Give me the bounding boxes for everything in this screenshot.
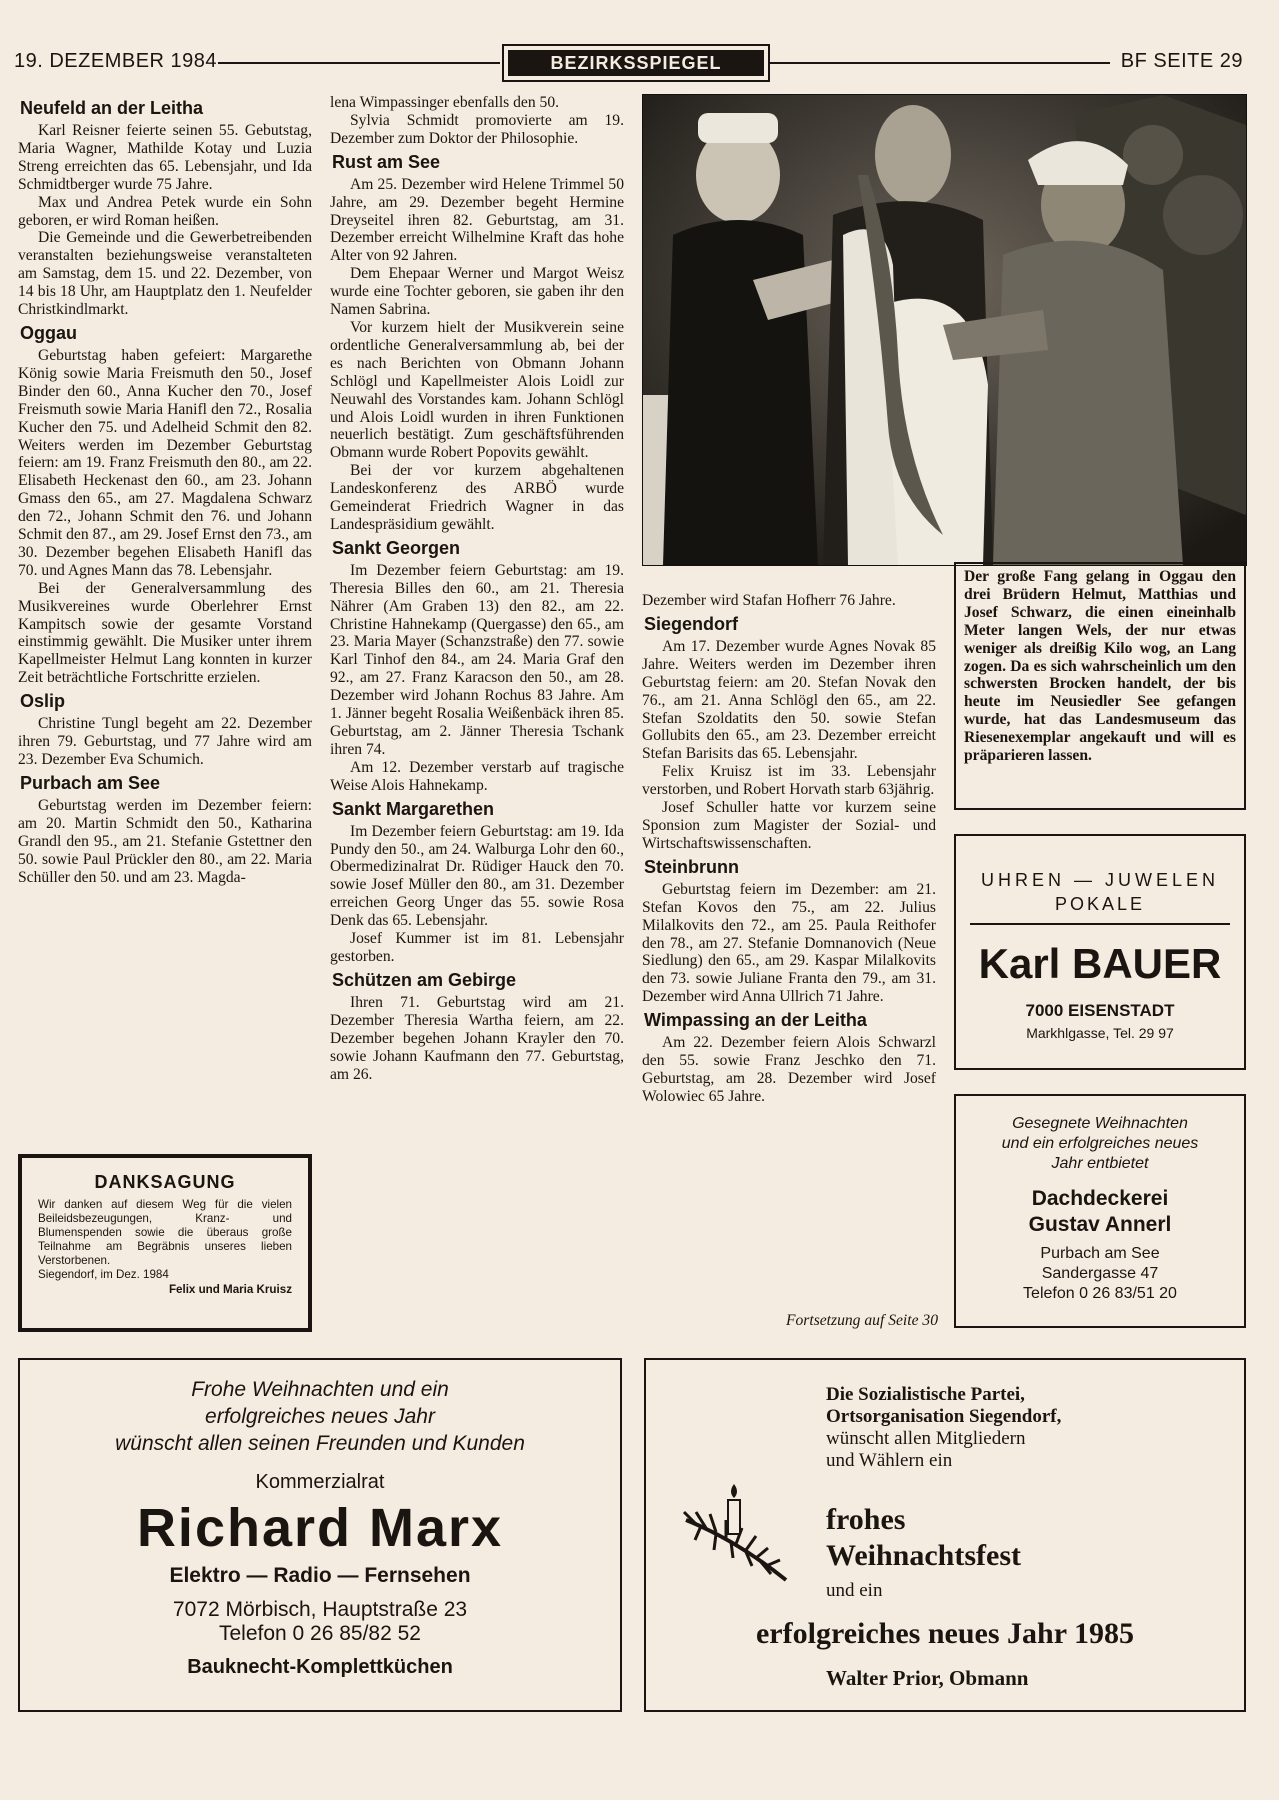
article-paragraph: Bei der Generalversammlung des Musikvereines wurde Oberlehrer Ernst Kampitsch sowie der gesamte Vorstand einstimmig gewählt. Die Musiker unter ihrem Kapellmeister Helmut Lang konnten in kurzer Zeit beträchtliche Fortschritte erzielen. <box>18 579 312 687</box>
article-paragraph: Bei der vor kurzem abgehaltenen Landeskonferenz des ARBÖ wurde Gemeinderat Friedrich Wagner in das Landespräsidium gewählt. <box>330 462 624 533</box>
article-paragraph: Josef Schuller hatte vor kurzem seine Sponsion zum Magister der Sozial- und Wirtschaftswissenschaften. <box>642 799 936 852</box>
article-paragraph: Christine Tungl begeht am 22. Dezember ihren 79. Geburtstag, und 77 Jahre wird am 23. Dezember Eva Schumich. <box>18 715 312 768</box>
photo-fishermen-with-catfish <box>643 95 1246 565</box>
ad-marx-greeting1: Frohe Weihnachten und ein <box>191 1378 449 1401</box>
article-heading: Oggau <box>20 322 77 343</box>
article-paragraph: Ihren 71. Geburtstag wird am 21. Dezember Theresia Wartha feiern, am 22. Dezember begehen Johann Krayler den 70. sowie Johann Kaufmann den 77. Geburtstag, am 26. <box>330 993 624 1083</box>
article-heading: Wimpassing an der Leitha <box>644 1010 867 1031</box>
article-paragraph: Dem Ehepaar Werner und Margot Weisz wurde eine Tochter geboren, sie gaben ihr den Namen Sabrina. <box>330 265 624 319</box>
page-number: BF SEITE 29 <box>1120 50 1243 72</box>
article-paragraph: Max und Andrea Petek wurde ein Sohn geboren, er wird Roman heißen. <box>18 193 312 229</box>
article-heading: Sankt Georgen <box>332 537 461 558</box>
ad-karl-bauer <box>954 834 1246 1070</box>
ad-spoe-wish3: und ein <box>826 1580 883 1601</box>
article-heading: Sankt Margarethen <box>332 798 495 819</box>
ad-annerl-phone: Telefon 0 26 83/51 20 <box>1023 1285 1177 1302</box>
issue-date: 19. DEZEMBER 1984 <box>14 50 218 72</box>
article-heading: Steinbrunn <box>644 856 739 877</box>
photo-caption: Der große Fang gelang in Oggau den drei Brüdern Helmut, Matthias und Josef Schwarz, die einen eineinhalb Meter langen Wels, der nur etwas weniger als dreißig Kilo wog, an Lang zogen. Da es sich wahrscheinlich um den schwersten Brocken handelt, der bis heute im Neusiedler See gefangen wurde, hat das Landesmuseum das Riesenexemplar angekauft und will es präparieren lassen. <box>954 562 1246 810</box>
article-paragraph: Die Gemeinde und die Gewerbetreibenden veranstalten beziehungsweise veranstalteten am Samstag, dem 15. und 22. Dezember, von 14 bis 18 Uhr, am Hauptplatz den 1. Neufelder Christkindlmarkt. <box>18 229 312 319</box>
ad-annerl-name1: Dachdeckerei <box>1031 1187 1169 1210</box>
ad-bauer-rule <box>970 923 1230 925</box>
danksagung-body: Wir danken auf diesem Weg für die vielen Beileidsbezeugungen, Kranz- und Blumenspenden sowie die überaus große Teilnahme am Begräbnis unseres lieben Verstorbenen. <box>38 1198 292 1267</box>
article-heading: Oslip <box>20 691 66 712</box>
section-title: BEZIRKSSPIEGEL <box>508 50 764 76</box>
article-paragraph: Am 12. Dezember verstarb auf tragische Weise Alois Hahnekamp. <box>330 758 624 794</box>
ad-marx-phone: Telefon 0 26 85/82 52 <box>218 1622 421 1645</box>
article-heading: Purbach am See <box>20 772 161 793</box>
danksagung-signature: Felix und Maria Kruisz <box>168 1283 292 1296</box>
news-photo <box>642 94 1247 566</box>
article-paragraph: Dezember wird Stafan Hofherr 76 Jahre. <box>642 592 896 609</box>
article-paragraph: Karl Reisner feierte seinen 55. Gebutstag, Maria Wagner, Mathilde Kotay und Luzia Streng erreichten das 65. Lebensjahr, und Ida Schmidtberger wurde 75 Jahre. <box>18 122 312 193</box>
ad-marx-greeting2: erfolgreiches neues Jahr <box>205 1405 435 1428</box>
ad-bauer-address: Markhlgasse, Tel. 29 97 <box>1026 1025 1174 1041</box>
article-heading: Schützen am Gebirge <box>332 969 517 990</box>
ad-spoe-line2: Ortsorganisation Siegendorf, <box>826 1406 1062 1427</box>
ad-dachdeckerei-annerl <box>954 1094 1246 1328</box>
danksagung-notice <box>18 1154 312 1332</box>
article-heading: Rust am See <box>332 151 441 172</box>
danksagung-title: DANKSAGUNG <box>94 1172 236 1192</box>
article-column-2 <box>330 94 624 1083</box>
article-column-1 <box>18 94 312 886</box>
ad-annerl-greeting2: und ein erfolgreiches neues <box>1001 1135 1199 1152</box>
ad-annerl-name2: Gustav Annerl <box>1028 1213 1172 1236</box>
ad-spoe-signer: Walter Prior, Obmann <box>826 1666 1029 1690</box>
ad-annerl-greeting3: Jahr entbietet <box>1051 1155 1149 1172</box>
ad-marx-address: 7072 Mörbisch, Hauptstraße 23 <box>172 1598 468 1621</box>
danksagung-place-date: Siegendorf, im Dez. 1984 <box>38 1268 169 1281</box>
article-paragraph: lena Wimpassinger ebenfalls den 50. <box>330 94 560 111</box>
ad-marx-greeting3: wünscht allen seinen Freunden und Kunden <box>115 1432 525 1455</box>
candle-fir-branch-icon <box>676 1480 796 1590</box>
article-heading: Siegendorf <box>644 613 739 634</box>
article-paragraph: Am 22. Dezember feiern Alois Schwarzl den 55. sowie Franz Jeschko den 71. Geburtstag, am 28. Dezember wird Josef Wolowiec 65 Jahre. <box>642 1034 936 1105</box>
ad-spoe-line4: und Wählern ein <box>826 1450 953 1471</box>
ad-bauer-name: Karl BAUER <box>978 940 1222 987</box>
article-paragraph: Im Dezember feiern Geburtstag: am 19. Ida Pundy den 50., am 24. Walburga Lohr den 60., Obermedizinalrat Dr. Rüdiger Hauck den 70. sowie Josef Müller den 80., am 31. Dezember erreichen Georg Unger das 55. sowie Rosa Denk das 65. Lebensjahr. <box>330 822 624 930</box>
ad-bauer-line2: POKALE <box>1054 894 1146 914</box>
article-paragraph: Geburtstag haben gefeiert: Margarethe König sowie Maria Freismuth den 50., Josef Binder den 60., Anna Kucher den 70., Josef Freismuth sowie Maria Hanifl den 72., Rosalia Kucher den 75. und Adelheid Schmit den 82. Weiters werden im Dezember Geburtstag feiern: am 19. Franz Freismuth den 80., am 22. Elisabeth Heckenast den 60., am 23. Johann Gmass den 65., am 27. Magdalena Schwarz den 72., Johann Schmit den 76. und Johann Schmit den 87., am 29. Josef Ernst den 73., am 30. Dezember begehen Elisabeth Hanifl das 70. und Agnes Mann das 78. Lebensjahr. <box>18 346 312 579</box>
article-paragraph: Vor kurzem hielt der Musikverein seine ordentliche Generalversammlung ab, bei der es nach Berichten von Obmann Johann Schlögl und Kapellmeister Alois Loidl zur Neuwahl des Vorstandes kam. Johann Schlögl und Alois Loidl wurden in ihren Funktionen neuerlich bestätigt. Zum geschäftsführenden Obmann wurde Robert Popovits gewählt. <box>330 318 624 462</box>
ad-spoe-intro <box>826 1384 1061 1472</box>
article-paragraph: Josef Kummer ist im 81. Lebensjahr gestorben. <box>330 930 624 965</box>
ad-marx-title: Kommerzialrat <box>255 1471 385 1493</box>
ad-spoe-wish1: frohes <box>826 1503 906 1536</box>
ad-annerl-street: Sandergasse 47 <box>1041 1265 1159 1282</box>
ad-spoe-line3: wünscht allen Mitgliedern <box>826 1428 1026 1449</box>
continuation-note: Fortsetzung auf Seite 30 <box>785 1312 938 1329</box>
ad-marx-name: Richard Marx <box>136 1498 504 1558</box>
ad-richard-marx <box>18 1358 622 1712</box>
article-paragraph: Geburtstag werden im Dezember feiern: am 20. Martin Schmidt den 50., Katharina Grandl den 95., am 21. Stefanie Gstettner den 50. sowie Paul Prückler den 80., am 22. Maria Schüller den 50. und am 23. Magda- <box>18 796 312 886</box>
article-column-3 <box>642 592 936 1106</box>
article-paragraph: Im Dezember feiern Geburtstag: am 19. Theresia Billes den 60., am 21. Theresia Nährer (Am Graben 13) den 82., am 22. Christine Hahnekamp (Quergasse) den 65., am 23. Maria Mayer (Schanzstraße) den 77. sowie Karl Tinhof den 84., am 24. Maria Graf den 92., am 27. Franz Karacson den 50., am 28. Dezember wird Johann Rochus 83 Jahre. Am 1. Jänner begeht Rosalia Weißenbäck ihren 85. Geburtstag, am 2. Jänner Theresia Tschank ihren 74. <box>330 561 624 758</box>
ad-spoe-wish2: Weihnachtsfest <box>826 1539 1021 1572</box>
header-rule-right <box>768 62 1110 64</box>
ad-marx-trade: Elektro — Radio — Fernsehen <box>169 1564 471 1587</box>
article-heading: Neufeld an der Leitha <box>20 98 204 118</box>
ad-annerl-city: Purbach am See <box>1040 1245 1160 1262</box>
ad-spoe-line1: Die Sozialistische Partei, <box>826 1384 1025 1405</box>
ad-bauer-city: 7000 EISENSTADT <box>1025 1001 1175 1020</box>
ad-spoe-wish4: erfolgreiches neues Jahr 1985 <box>755 1617 1134 1650</box>
ad-bauer-line1: UHREN — JUWELEN <box>980 870 1219 890</box>
ad-spoe-siegendorf <box>644 1358 1246 1712</box>
article-paragraph: Geburtstag feiern im Dezember: am 21. Stefan Kovos den 75., am 22. Julius Milalkovits den 72., am 25. Paula Reithofer den 78., am 27. Stefanie Domnanovich (Neue Siedlung) den 65., am 29. Kaspar Milalkovits den 73. sowie Juliane Franta den 79., am 31. Dezember wird Anna Ullrich 71 Jahre. <box>642 880 936 1006</box>
article-paragraph: Sylvia Schmidt promovierte am 19. Dezember zum Doktor der Philosophie. <box>330 111 624 147</box>
header-rule-left <box>218 62 500 64</box>
article-paragraph: Felix Kruisz ist im 33. Lebensjahr verstorben, und Robert Horvath starb 63jährig. <box>642 763 936 799</box>
section-title-box <box>502 44 770 82</box>
article-paragraph: Am 17. Dezember wurde Agnes Novak 85 Jahre. Weiters werden im Dezember ihren Geburtstag feiern: am 20. Stefan Novak den 76., am 21. Anna Schlögl den 65., am 22. Stefan Szoldatits den 50. sowie Stefan Gollubits den 65., am 23. Dezember erreicht Stefan Barisits das 65. Lebensjahr. <box>642 637 936 763</box>
ad-marx-extra: Bauknecht-Komplettküchen <box>187 1656 453 1678</box>
article-paragraph: Am 25. Dezember wird Helene Trimmel 50 Jahre, am 29. Dezember begeht Hermine Dreyseitel ihren 82. Geburtstag, am 31. Dezember erreicht Wilhelmine Kraft das hohe Alter von 92 Jahren. <box>330 175 624 265</box>
ad-annerl-greeting1: Gesegnete Weihnachten <box>1012 1115 1188 1132</box>
